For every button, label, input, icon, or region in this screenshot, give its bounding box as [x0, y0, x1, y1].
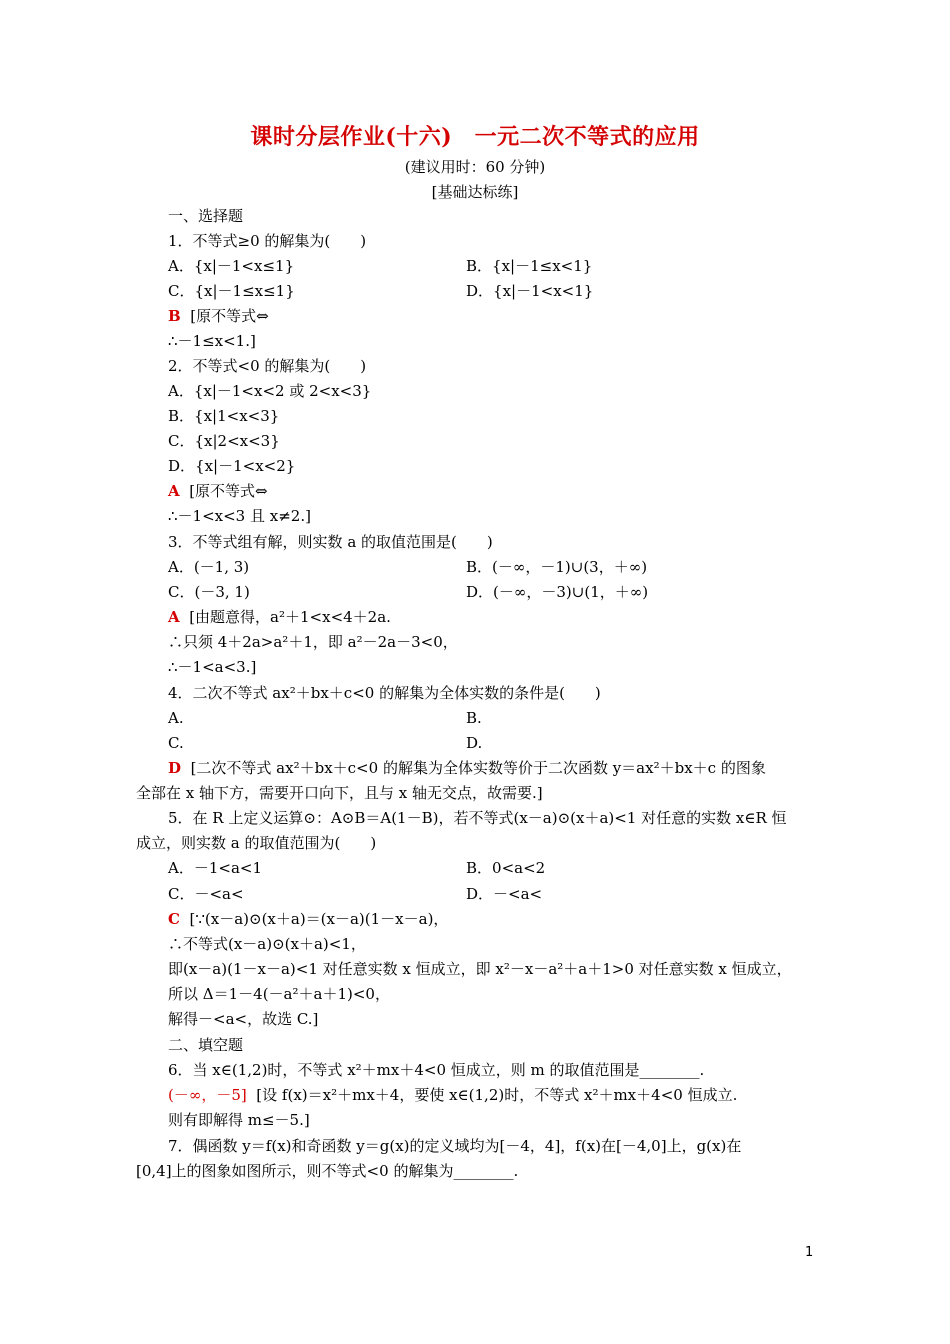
q3-stem: 3．不等式组有解，则实数 a 的取值范围是( ) — [168, 533, 493, 551]
q3-option-c: C．(－3, 1) — [168, 583, 250, 601]
q7-stem-2: [0,4]上的图象如图所示，则不等式<0 的解集为________. — [136, 1162, 519, 1180]
q6-solution-1: [设 f(x)＝x²＋mx＋4，要使 x∈(1,2)时，不等式 x²＋mx＋4<0 恒成立. — [256, 1086, 738, 1104]
q6-solution-2: 则有即解得 m≤－5.] — [168, 1111, 310, 1129]
q4-stem: 4．二次不等式 ax²＋bx＋c<0 的解集为全体实数的条件是( ) — [168, 684, 601, 702]
q2-option-a: A．{x|－1<x<2 或 2<x<3} — [168, 382, 372, 400]
q2-option-c: C．{x|2<x<3} — [168, 432, 280, 450]
q5-solution-3: 即(x－a)(1－x－a)<1 对任意实数 x 恒成立，即 x²－x－a²＋a＋1>0 对任意实数 x 恒成立， — [168, 960, 792, 978]
q6-stem: 6．当 x∈(1,2)时，不等式 x²＋mx＋4<0 恒成立，则 m 的取值范围是________. — [168, 1061, 705, 1079]
q1-stem: 1．不等式≥0 的解集为( ) — [168, 232, 367, 250]
q3-solution — [168, 607, 391, 627]
q1-option-c: C．{x|－1≤x≤1} — [168, 282, 295, 300]
time-note: (建议用时：60 分钟) — [404, 158, 546, 176]
q1-option-a: A．{x|－1<x≤1} — [168, 257, 295, 275]
q6-solution — [168, 1085, 737, 1105]
q3-answer: A — [168, 608, 180, 626]
q4-option-a: A. — [168, 709, 184, 727]
q1-answer: B — [168, 307, 181, 325]
q4-option-d: D. — [466, 734, 483, 752]
q7-stem-1: 7．偶函数 y＝f(x)和奇函数 y＝g(x)的定义域均为[－4，4]，f(x)在[－4,0]上，g(x)在 — [168, 1137, 742, 1155]
q5-solution — [168, 909, 448, 929]
q1-option-d: D．{x|－1<x<1} — [466, 282, 594, 300]
page-number: 1 — [805, 1245, 814, 1260]
q4-option-b: B. — [466, 709, 482, 727]
section-fill: 二、填空题 — [168, 1036, 244, 1054]
q2-answer: A — [168, 482, 180, 500]
q1-solution — [168, 306, 269, 326]
q5-solution-2: ∴不等式(x－a)⊙(x＋a)<1， — [168, 935, 366, 953]
q5-stem-1: 5．在 R 上定义运算⊙：A⊙B＝A(1－B)，若不等式(x－a)⊙(x＋a)<1 对任意的实数 x∈R 恒 — [168, 809, 787, 827]
q3-option-a: A．(－1, 3) — [168, 558, 250, 576]
q6-answer: (－∞，－5] — [168, 1086, 247, 1104]
q5-option-d: D．－<a< — [466, 885, 543, 903]
q2-stem: 2．不等式<0 的解集为( ) — [168, 357, 367, 375]
q4-solution — [168, 758, 766, 778]
q3-solution-1: [由题意得，a²＋1<x<4＋2a. — [189, 608, 391, 626]
q4-option-c: C. — [168, 734, 184, 752]
q5-option-b: B．0<a<2 — [466, 859, 546, 877]
q1-option-b: B．{x|－1≤x<1} — [466, 257, 593, 275]
q3-solution-3: ∴－1<a<3.] — [168, 658, 257, 676]
q1-solution-2: ∴－1≤x<1.] — [168, 332, 256, 350]
q2-solution-1: [原不等式⇔ — [189, 482, 268, 500]
q2-solution — [168, 481, 268, 501]
q5-option-a: A．－1<a<1 — [168, 859, 262, 877]
q5-stem-2: 成立，则实数 a 的取值范围为( ) — [136, 834, 377, 852]
q4-solution-2: 全部在 x 轴下方，需要开口向下，且与 x 轴无交点，故需要.] — [136, 784, 543, 802]
section-choice: 一、选择题 — [168, 207, 244, 225]
q4-solution-1: [二次不等式 ax²＋bx＋c<0 的解集为全体实数等价于二次函数 y＝ax²＋bx＋c 的图象 — [190, 759, 766, 777]
q2-solution-2: ∴－1<x<3 且 x≠2.] — [168, 507, 311, 525]
q5-answer: C — [168, 910, 180, 928]
q3-option-d: D．(－∞，－3)∪(1，＋∞) — [466, 583, 649, 601]
q5-option-c: C．－<a< — [168, 885, 244, 903]
q5-solution-4: 所以 Δ＝1－4(－a²＋a＋1)<0， — [168, 985, 390, 1003]
q5-solution-1: [∵(x－a)⊙(x＋a)＝(x－a)(1－x－a)， — [189, 910, 449, 928]
q3-option-b: B．(－∞，－1)∪(3，＋∞) — [466, 558, 648, 576]
q2-option-d: D．{x|－1<x<2} — [168, 457, 296, 475]
q1-solution-1: [原不等式⇔ — [190, 307, 269, 325]
page-title: 课时分层作业(十六) 一元二次不等式的应用 — [250, 124, 700, 150]
q2-option-b: B．{x|1<x<3} — [168, 407, 280, 425]
q3-solution-2: ∴只须 4＋2a>a²＋1，即 a²－2a－3<0， — [168, 633, 458, 651]
q5-solution-5: 解得－<a<，故选 C.] — [168, 1010, 319, 1028]
q4-answer: D — [168, 759, 182, 777]
level-label: [基础达标练] — [431, 183, 519, 201]
